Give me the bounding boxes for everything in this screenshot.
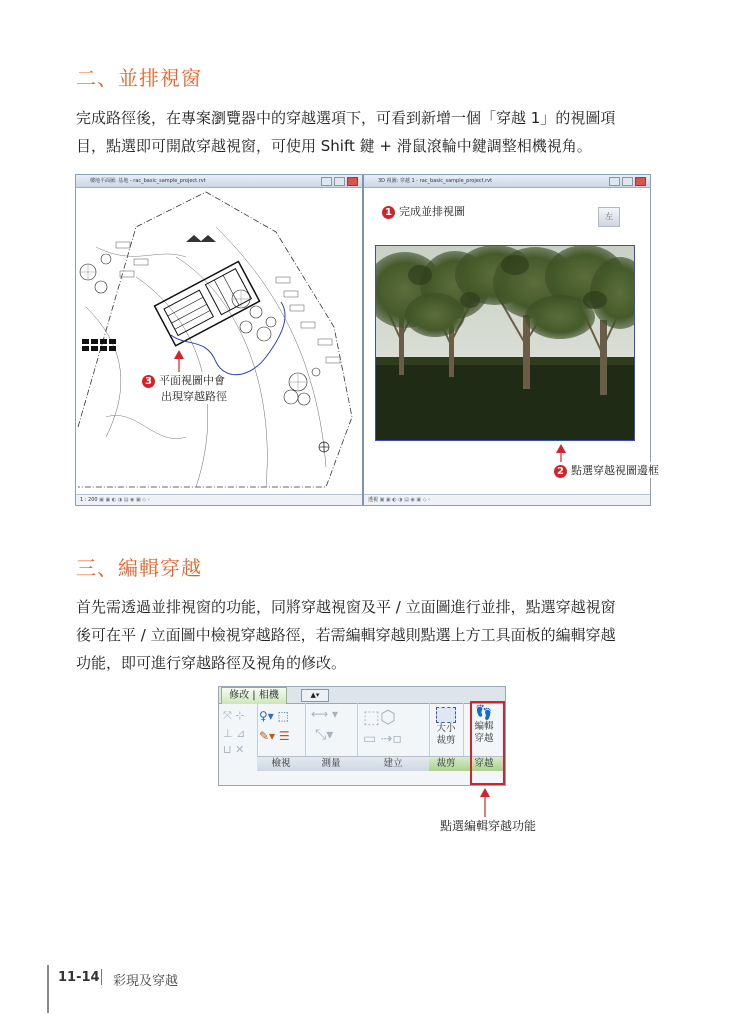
group-label-create: 建立 — [357, 756, 429, 771]
group-label-view: 檢視 — [257, 756, 305, 771]
edit-walkthrough-label-1: 編輯 — [474, 721, 494, 732]
maximize-icon[interactable] — [622, 177, 633, 186]
section-heading-edit-walkthrough: 三、編輯穿越 — [76, 556, 202, 580]
group-label-measure: 測量 — [305, 756, 357, 771]
minimize-icon[interactable] — [321, 177, 332, 186]
group-label-walkthrough: 穿越 — [463, 756, 505, 771]
callout-3-line2: 出現穿越路徑 — [161, 390, 227, 403]
tab-modify-camera[interactable]: 修改 | 相機 — [221, 687, 287, 704]
callout-3 — [142, 372, 225, 388]
minimize-icon[interactable] — [609, 177, 620, 186]
measure-element-icon[interactable]: ⤡▾ — [315, 727, 334, 743]
lightbulb-icon[interactable]: ♀▾ ⬚ — [259, 709, 289, 723]
paragraph-line: 首先需透過並排視窗的功能，同將穿越視窗及平 / 立面圖進行並排，點選穿越視窗 — [76, 598, 616, 616]
ribbon-screenshot — [218, 686, 506, 786]
walkthrough-view-statusbar: 透視 ▣ ▣ ◐ ◑ ▤ ◉ ▣ ◇ ‹ — [364, 494, 650, 505]
paint-icon[interactable]: ✎▾ ☰ — [259, 729, 290, 743]
crop-button-label-2: 裁剪 — [436, 735, 456, 746]
group-measure — [305, 703, 358, 771]
create-assembly-icon[interactable]: ⬚⬡ — [363, 707, 396, 728]
paragraph-line: 完成路徑後，在專案瀏覽器中的穿越選項下，可看到新增一個「穿越 1」的視圖項 — [76, 109, 616, 127]
highlight-frame — [470, 701, 505, 785]
group-create — [357, 703, 430, 771]
arrow-icon — [479, 787, 491, 817]
callout-number: 2 — [554, 465, 567, 478]
group-label-crop: 裁剪 — [429, 756, 463, 771]
viewcube[interactable]: 左 — [598, 207, 620, 227]
walkthrough-view-titlebar[interactable] — [364, 175, 650, 188]
paragraph-line: 功能，即可進行穿越路徑及視角的修改。 — [76, 654, 347, 672]
scale-label: 1 : 200 — [80, 497, 98, 503]
view-mode-label: 透視 — [368, 497, 379, 503]
move-icon[interactable]: ⤧ ⊹ — [223, 709, 245, 722]
callout-number: 3 — [142, 375, 155, 388]
callout-text: 平面視圖中會 — [159, 374, 225, 387]
callout-text: 完成並排視圖 — [399, 205, 465, 218]
measure-distance-icon[interactable]: ⟷ ▾ — [311, 707, 339, 721]
site-plan-drawing — [76, 187, 362, 495]
crop-icon — [436, 707, 456, 723]
create-parts-icon[interactable]: ▭ ⇢▫ — [363, 731, 402, 747]
edit-walkthrough-label-2: 穿越 — [474, 733, 494, 744]
paragraph-edit-walkthrough — [76, 593, 676, 677]
paragraph-line: 目，點選即可開啟穿越視窗，可使用 Shift 鍵 + 滑鼠滾輪中鍵調整相機視角。 — [76, 137, 592, 155]
tiled-windows-screenshot — [75, 174, 659, 506]
callout-text: 點選穿越視圖邊框 — [571, 464, 659, 477]
plan-view-statusbar: 1 : 200 ▣ ▣ ◐ ◑ ▤ ◉ ▣ ◇ ‹ — [76, 494, 362, 505]
footer-separator — [101, 969, 102, 985]
ribbon-caption: 點選編輯穿越功能 — [440, 819, 537, 833]
align-icon[interactable]: ⊥ ⊿ — [223, 727, 246, 740]
close-icon[interactable] — [347, 177, 358, 186]
close-icon[interactable] — [635, 177, 646, 186]
plan-view-window[interactable] — [76, 175, 364, 505]
delete-icon[interactable]: ⊔ ✕ — [223, 743, 245, 756]
window-title: 樓地平面圖: 基地 - rac_basic_sample_project.rvt — [90, 178, 206, 184]
size-crop-button[interactable] — [433, 705, 459, 757]
paragraph-line: 後可在平 / 立面圖中檢視穿越路徑，若需編輯穿越則點選上方工具面板的編輯穿越 — [76, 626, 616, 644]
window-title: 3D 視圖: 穿越 1 - rac_basic_sample_project.rvt — [378, 178, 493, 184]
panel-toggle-icon[interactable]: ▲▾ — [301, 689, 329, 702]
group-modify — [219, 703, 258, 771]
callout-1 — [382, 203, 465, 219]
walkthrough-view-window[interactable] — [364, 175, 659, 505]
crop-button-label-1: 大小 — [436, 723, 456, 734]
callout-number: 1 — [382, 206, 395, 219]
maximize-icon[interactable] — [334, 177, 345, 186]
chapter-title: 彩現及穿越 — [113, 974, 179, 989]
walkthrough-render[interactable] — [375, 245, 635, 441]
paragraph-side-by-side — [76, 104, 676, 160]
section-heading-side-by-side: 二、並排視窗 — [76, 66, 202, 90]
callout-2 — [554, 462, 659, 478]
page-number: 11-14 — [58, 970, 100, 985]
group-view — [257, 703, 306, 771]
ribbon-tab-bar — [219, 687, 505, 704]
footprints-icon: 👣 — [475, 705, 493, 721]
group-crop — [429, 703, 464, 771]
footer-divider — [47, 965, 49, 1013]
